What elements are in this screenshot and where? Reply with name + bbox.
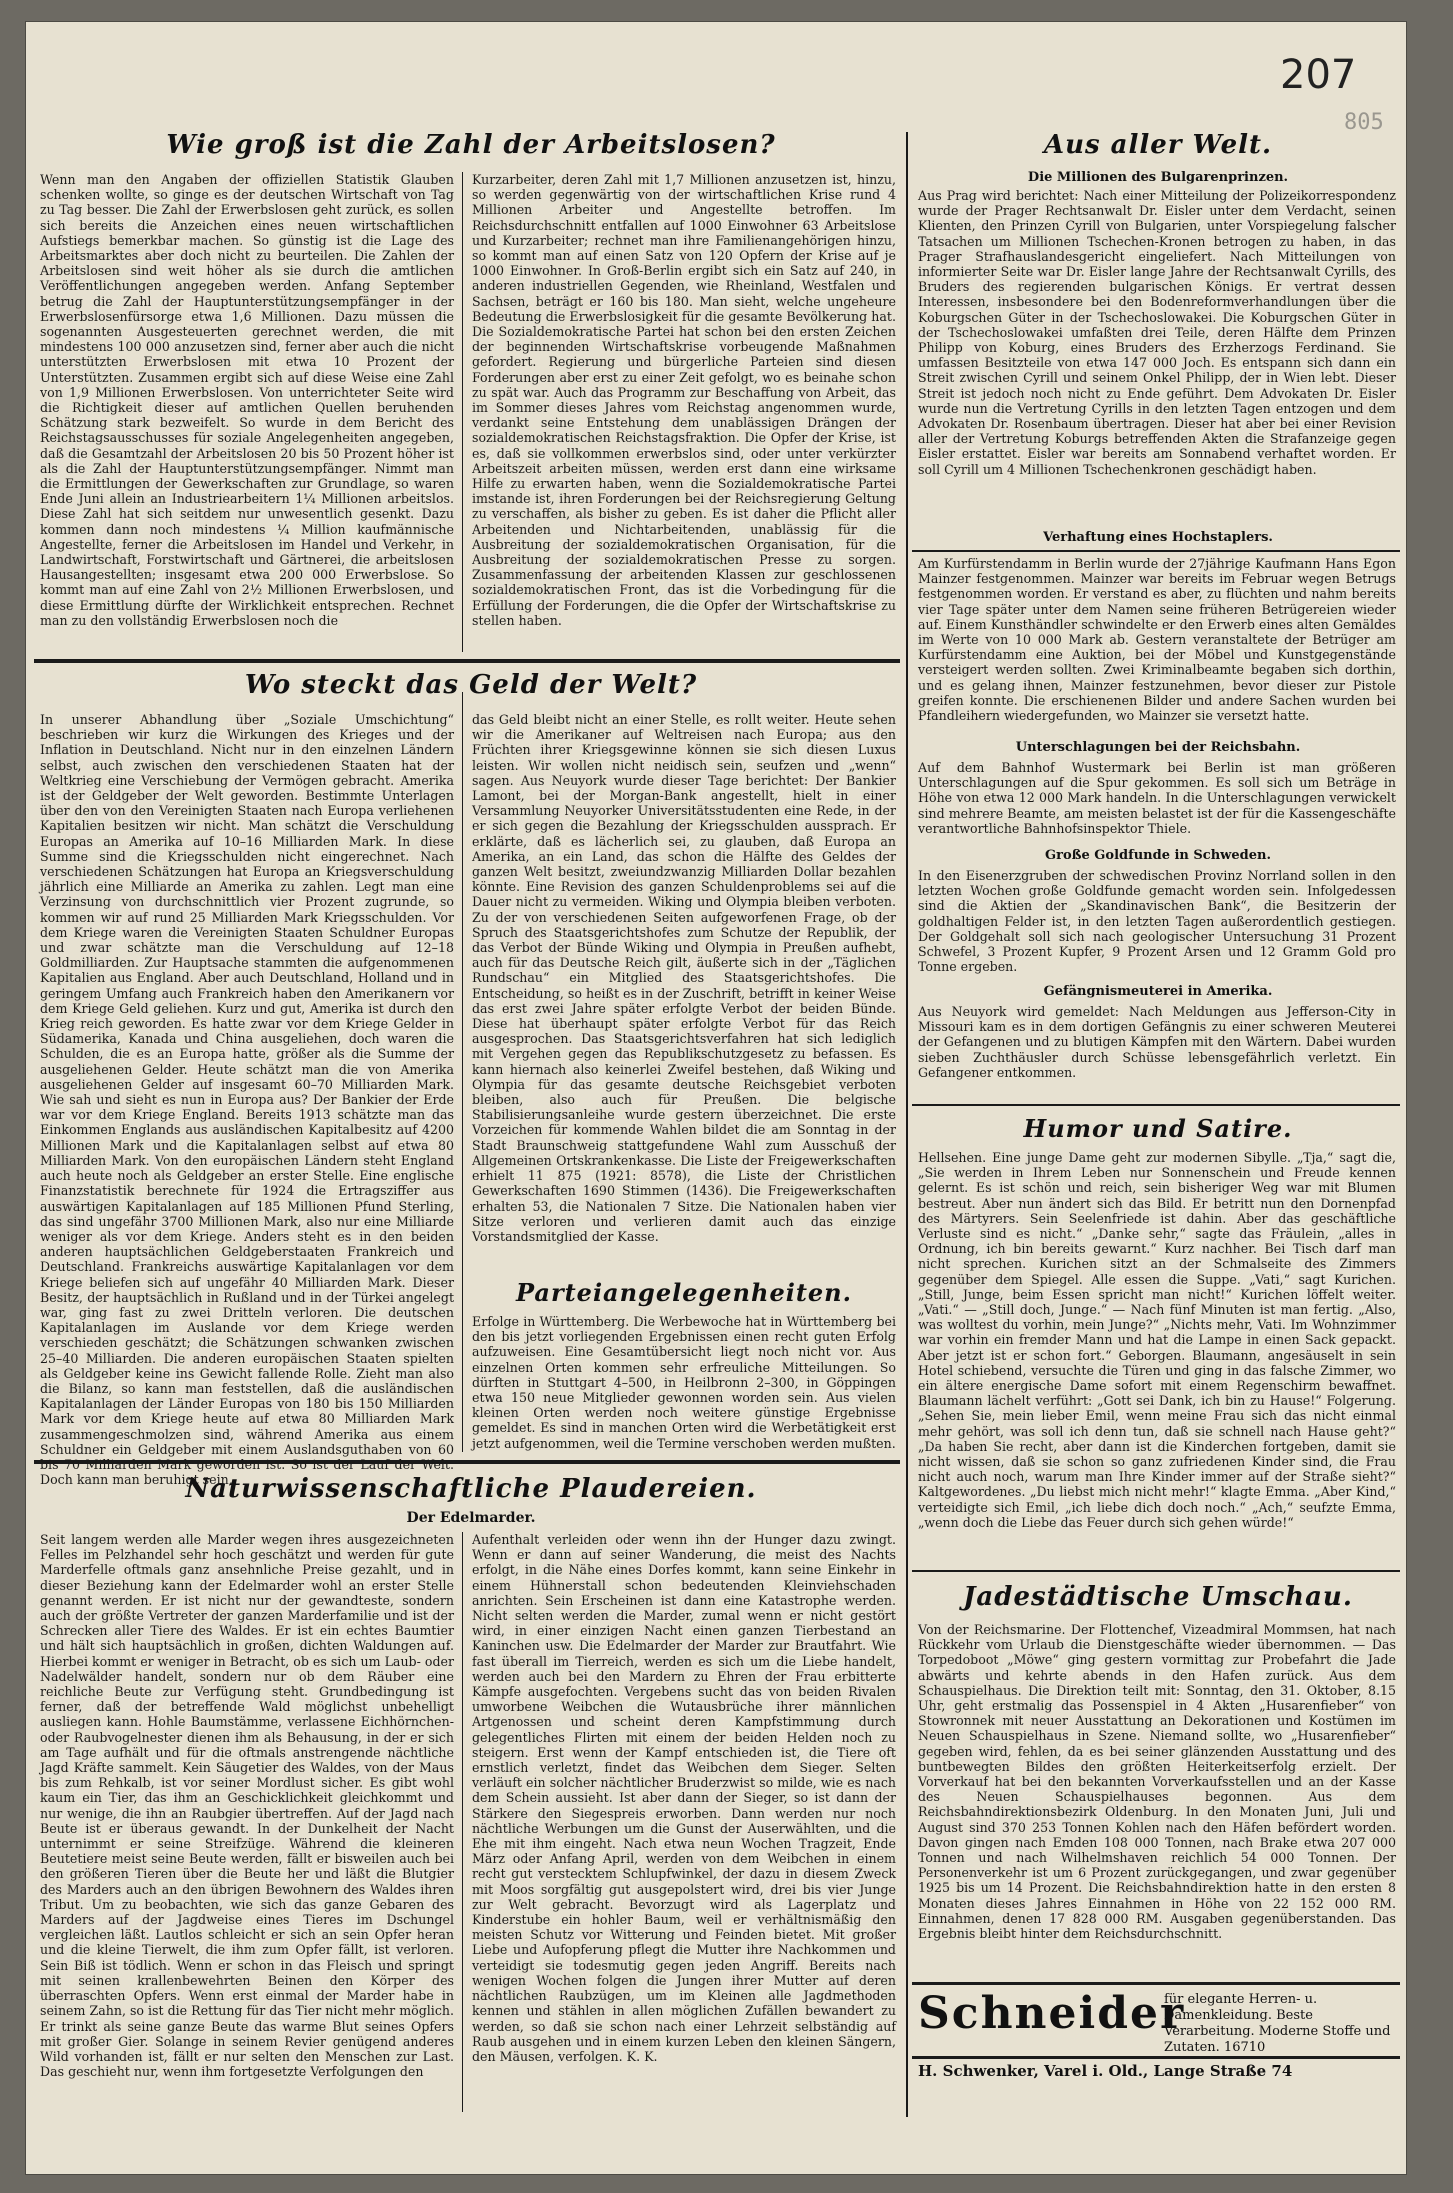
article-subtitle-welt-4: Große Goldfunde in Schweden. <box>1045 848 1271 863</box>
right-rule-1 <box>912 550 1400 552</box>
article-title-natur: Naturwissenschaftliche Plaudereien. <box>185 1474 757 1504</box>
ad-rule-bottom <box>912 2056 1400 2059</box>
article-natur-col1: Seit langem werden alle Marder wegen ihres ausgezeichneten Felles im Pelzhandel sehr hoch geschätzt und werden für gute Marderfelle oftmals ganz ansehnliche Preise gezahlt, und in dieser Beziehung kann der Edelmarder wohl an erster Stelle genannt werden. Er ist nicht nur der gewandteste, sondern auch der größte Vertreter der ganzen Marderfamilie und ist der Schrecken aller Tiere des Waldes. Er ist ein echtes Baumtier und hält sich hauptsächlich in großen, dichten Waldungen auf. Hierbei kommt er weniger in Betracht, ob es sich um Laub- oder Nadelwälder handelt, sondern nur ob dem Räuber eine reichliche Beute zur Verfügung steht. Grundbedingung ist ferner, daß der betreffende Wald möglichst unbehelligt ausliegen kann. Hohle Baumstämme, verlassene Eichhörnchen- oder Raubvogelnester dienen ihm als Behausung, in der er sich am Tage aufhält und für die oftmals anstrengende nächtliche Jagd Kräfte sammelt. Kein Säugetier des Waldes, von der Maus bis zum Rehkalb, ist vor seiner Mordlust sicher. Es gibt wohl kaum ein Tier, das ihm an Geschicklichkeit gleichkommt und nur wenige, die ihn an Raubgier übertreffen. Auf der Jagd nach Beute ist er überaus gewandt. In der Dunkelheit der Nacht unternimmt er seine Streifzüge. Während die kleineren Beutetiere meist seine Beute werden, fällt er bisweilen auch bei den größeren Tieren über die Beute her und läßt die Blutgier des Marders auch an den übrigen Bewohnern des Waldes ihren Tribut. Um zu beobachten, wie sich das ganze Gebaren des Marders auf der Jagdweise eines Tieres im Dschungel vergleichen läßt. Lautlos schleicht er sich an sein Opfer heran und die kleine Tierwelt, die ihm zum Opfer fällt, ist verloren. Sein Biß ist tödlich. Wenn er schon in das Fleisch und springt mit seinen krallenbewehrten Beinen den Körper des überraschten Opfers. Wenn erst einmal der Marder habe in seinem Zahn, so ist die Rettung für das Tier nicht mehr möglich. Er trinkt als seine ganze Beute das warme Blut seines Opfers mit großer Gier. Solange in seinem Revier genügend anderes Wild vorhanden ist, fällt er nur selten den Menschen zur Last. Das geschieht nur, wenn ihm fortgesetzte Verfolgungen den <box>40 1532 454 2080</box>
article-subtitle-welt: Die Millionen des Bulgarenprinzen. <box>1027 170 1289 185</box>
article-jade-text: Von der Reichsmarine. Der Flottenchef, Vizeadmiral Mommsen, hat nach Rückkehr vom Urlaub die Dienstgeschäfte wieder übernommen. — Das Torpedoboot „Möwe“ ging gestern vormittag zur Probefahrt die Jade abwärts und kehrte abends in den Hafen zurück. Aus dem Schauspielhaus. Die Direktion teilt mit: Sonntag, den 31. Oktober, 8.15 Uhr, geht erstmalig das Possenspiel in 4 Akten „Husarenfieber“ von Stowronnek mit neuer Ausstattung an Dekorationen und Kostümen im Neuen Schauspielhaus in Szene. Niemand sollte, wo „Husarenfieber“ gegeben wird, fehlen, da es bei seiner glänzenden Ausstattung und des buntbewegten Bildes den größten Heiterkeitserfolg erzielt. Der Vorverkauf hat bei den bekannten Vorverkaufsstellen und an der Kasse des Neuen Schauspielhauses begonnen. Aus dem Reichsbahndirektionsbezirk Oldenburg. In den Monaten Juni, Juli und August sind 370 253 Tonnen Kohlen nach den Häfen befördert worden. Davon gingen nach Emden 108 000 Tonnen, nach Brake etwa 207 000 Tonnen und nach Wilhelmshaven reichlich 54 000 Tonnen. Der Personenverkehr ist um 6 Prozent zurückgegangen, und zwar gegenüber 1925 bis um 14 Prozent. Die Reichsbahndirektion hatte in den ersten 8 Monaten dieses Jahres Einnahmen in Höhe von 22 152 000 RM. Einnahmen, denen 17 828 000 RM. Ausgaben gegenüberstanden. Das Ergebnis bleibt hinter dem Reichsdurchschnitt. <box>918 1622 1396 1942</box>
article-natur-col2: Aufenthalt verleiden oder wenn ihn der Hunger dazu zwingt. Wenn er dann auf seiner Wanderung, die meist des Nachts erfolgt, in die Nähe eines Dorfes kommt, kann seine Einkehr in einem Hühnerstall schon bedeutenden Kleinviehschaden anrichten. Sein Erscheinen ist dann eine Katastrophe werden. Nicht selten werden die Marder, zumal wenn er nicht gestört wird, in einer einzigen Nacht einen ganzen Tierbestand an Kaninchen usw. Die Edelmarder der Marder zur Brautfahrt. Wie fast überall im Tierreich, werden es sich um die Liebe handelt, werden auch bei den Mardern zu Ehren der Frau erbitterte Kämpfe ausgefochten. Vergebens sucht das von beiden Rivalen umworbene Weibchen die Wutausbrüche ihrer männlichen Artgenossen und scheint deren Kampfstimmung durch gelegentliches Flirten mit einem der beiden Helden noch zu steigern. Erst wenn der Kampf entschieden ist, die Tiere oft ernstlich verletzt, findet das Weibchen dem Sieger. Selten verläuft ein solcher nächtlicher Bruderzwist so milde, wie es nach dem Schein aussieht. Ist aber dann der Sieger, so ist dann der Stärkere den Siegespreis erworben. Dann werden nur noch nächtliche Werbungen um die Gunst der Auserwählten, und die Ehe mit ihm eingeht. Nach etwa neun Wochen Tragzeit, Ende März oder Anfang April, werden von dem Weibchen in einem recht gut verstecktem Schlupfwinkel, der dazu in diesem Zweck mit Moos sorgfältig gut ausgepolstert wird, drei bis vier Junge zur Welt gebracht. Bevorzugt wird als Lagerplatz und Kinderstube ein hohler Baum, weil er verhältnismäßig den meisten Schutz vor Witterung und Feinden bietet. Mit großer Liebe und Aufopferung pflegt die Mutter ihre Nachkommen und verteidigt sie todesmutig gegen jeden Angriff. Bereits nach wenigen Wochen folgen die Jungen ihrer Mutter auf deren nächtlichen Raubzügen, um im Kleinen alle Jagdmethoden kennen und stählen in allen möglichen Zufällen bewandert zu werden, so daß sie schon nach einer Lehrzeit selbständig auf Raub ausgehen und in einem kurzen Leben den kleinen Sängern, den Mäusen, verfolgen. K. K. <box>472 1532 896 2064</box>
article-subtitle-welt-5: Gefängnismeuterei in Amerika. <box>1043 984 1273 999</box>
article-arbeitslose-col2: Kurzarbeiter, deren Zahl mit 1,7 Millionen anzusetzen ist, hinzu, so werden gegenwärtig von der wirtschaftlichen Krise rund 4 Millionen Arbeiter und Angestellte betroffen. Im Reichsdurchschnitt entfallen auf 1000 Einwohner 63 Arbeitslose und Kurzarbeiter; rechnet man ihre Familienangehörigen hinzu, so kommt man auf einen Satz von 120 Opfern der Krise auf je 1000 Einwohner. In Groß-Berlin ergibt sich ein Satz auf 240, in anderen industriellen Gegenden, wie Rheinland, Westfalen und Sachsen, beträgt er 160 bis 180. Man sieht, welche ungeheure Bedeutung die Erwerbslosigkeit für die gesamte Bevölkerung hat. Die Sozialdemokratische Partei hat schon bei den ersten Zeichen der beginnenden Wirtschaftskrise vorbeugende Maßnahmen gefordert. Regierung und bürgerliche Parteien sind diesen Forderungen aber erst zu einer Zeit gefolgt, wo es beinahe schon zu spät war. Auch das Programm zur Beschaffung von Arbeit, das im Sommer dieses Jahres vom Reichstag angenommen wurde, verdankt seine Entstehung dem unablässigen Drängen der sozialdemokratischen Reichstagsfraktion. Die Opfer der Krise, ist es, daß sie vollkommen erwerbslos sind, oder unter verkürzter Arbeitszeit arbeiten müssen, werden erst dann eine wirksame Hilfe zu erwarten haben, wenn die Sozialdemokratische Partei imstande ist, ihren Forderungen bei der Reichsregierung Geltung zu verschaffen, als bisher zu geben. Es ist daher die Pflicht aller Arbeitenden und Nichtarbeitenden, unablässig für die Ausbreitung der sozialdemokratischen Organisation, für die Ausbreitung der sozialdemokratischen Presse zu sorgen. Zusammenfassung der arbeitenden Klassen zur geschlossenen sozialdemokratischen Front, das ist die Vorbedingung für die Erfüllung der Forderungen, die die Opfer der Wirtschaftskrise zu stellen haben. <box>472 172 896 628</box>
article-subtitle-welt-3: Unterschlagungen bei der Reichsbahn. <box>1015 740 1301 755</box>
article-welt-text4: In den Eisenerzgruben der schwedischen Provinz Norrland sollen in den letzten Wochen große Goldfunde gemacht worden sein. Infolgedessen sind die Aktien der „Skandinavischen Bank“, die Besitzerin der goldhaltigen Felder ist, in den letzten Tagen außerordentlich gestiegen. Der Goldgehalt soll sich nach geologischer Untersuchung 31 Prozent Schwefel, 3 Prozent Kupfer, 9 Prozent Arsen und 12 Gramm Gold pro Tonne ergeben. <box>918 868 1396 975</box>
article-arbeitslose-col1: Wenn man den Angaben der offiziellen Statistik Glauben schenken wollte, so ginge es der deutschen Wirtschaft von Tag zu Tag besser. Die Zahl der Erwerbslosen geht zurück, es sollen sich bereits die Anzeichen eines neuen wirtschaftlichen Aufstiegs bemerkbar machen. So günstig ist die Lage des Arbeitsmarktes aber doch nicht zu beurteilen. Die Zahlen der Arbeitslosen sind weit höher als sie durch die amtlichen Veröffentlichungen angegeben werden. Anfang September betrug die Zahl der Hauptunterstützungsempfänger in der Erwerbslosenfürsorge etwa 1,6 Millionen. Dazu müssen die sogenannten Ausgesteuerten gerechnet werden, die mit mindestens 100 000 anzusetzen sind, ferner aber auch die nicht unterstützten Erwerbslosen mit etwa 10 Prozent der Unterstützten. Zusammen ergibt sich auf diese Weise eine Zahl von 1,9 Millionen Erwerbslosen. Von unterrichteter Seite wird die Richtigkeit dieser auf amtlichen Quellen beruhenden Schätzung stark bezweifelt. So wurde in dem Bericht des Reichstagsausschusses für soziale Angelegenheiten angegeben, daß die Gesamtzahl der Arbeitslosen 20 bis 50 Prozent höher ist als die Zahl der Hauptunterstützungsempfänger. Nimmt man die Ermittlungen der Gewerkschaften zur Grundlage, so waren Ende Juni allein an Industriearbeitern 1¼ Millionen arbeitslos. Diese Zahl hat sich seitdem nur unwesentlich gesenkt. Dazu kommen dann noch mindestens ¼ Million kaufmännische Angestellte, ferner die Arbeitslosen im Handel und Verkehr, in Landwirtschaft, Forstwirtschaft und Gärtnerei, die arbeitslosen Hausangestellten; insgesamt etwa 200 000 Erwerbslose. So kommt man auf eine Zahl von 2½ Millionen Erwerbslosen, und diese Ermittlung dürfte der Wirklichkeit entsprechen. Rechnet man zu den vollständig Erwerbslosen noch die <box>40 172 454 628</box>
article-welt-text3: Auf dem Bahnhof Wustermark bei Berlin ist man größeren Unterschlagungen auf die Spur gekommen. Es soll sich um Beträge in Höhe von etwa 12 000 Mark handeln. In die Unterschlagungen verwickelt sind mehrere Beamte, am meisten belastet ist der für die Kassengeschäfte verantwortliche Bahnhofsinspektor Thiele. <box>918 760 1396 836</box>
article-welt-text: Aus Prag wird berichtet: Nach einer Mitteilung der Polizeikorrespondenz wurde der Prager Rechtsanwalt Dr. Eisler unter dem Verdacht, seinen Klienten, den Prinzen Cyrill von Bulgarien, unter Vorspiegelung falscher Tatsachen um Millionen Tschechen-Kronen betrogen zu haben, in das Prager Strafhauslandesgericht eingeliefert. Nach Mitteilungen von informierter Seite war Dr. Eisler lange Jahre der Rechtsanwalt Cyrills, des Bruders des regierenden bulgarischen Königs. Er vertrat dessen Interessen, insbesondere bei den Bodenreformverhandlungen über die Koburgschen Güter in der Tschechoslowakei. Die Koburgschen Güter in der Tschechoslowakei umfaßten drei Teile, deren Hälfte dem Prinzen Philipp von Koburg, eines Bruders des Erzherzogs Ferdinand. Sie umfassen Besitzteile von etwa 147 000 Joch. Es entspann sich dann ein Streit zwischen Cyrill und seinem Onkel Philipp, der in Wien lebt. Dieser Streit ist jedoch noch nicht zu Ende geführt. Dem Advokaten Dr. Eisler wurde nun die Vertretung Cyrills in den letzten Tagen entzogen und dem Advokaten Dr. Rosenbaum übertragen. Dieser hat aber bei einer Revision aller der Vertretung Koburgs betreffenden Akten die Strafanzeige gegen Eisler erstattet. Eisler war bereits am Sonnabend verhaftet worden. Er soll Cyrill um 4 Millionen Tschechenkronen geschädigt haben. <box>918 188 1396 477</box>
article-title-jade: Jadestädtische Umschau. <box>963 1582 1353 1612</box>
right-rule-3 <box>912 1570 1400 1572</box>
page-stamp: 805 <box>1344 110 1384 135</box>
article-humor-text: Hellsehen. Eine junge Dame geht zur modernen Sibylle. „Tja,“ sagt die, „Sie werden in Ihrem Leben nur Sonnenschein und Freude kennen gelernt. Es ist schön und reich, sein bisheriger Weg war mit Blumen bestreut. Aber nun ändert sich das Bild. Er betritt nun den Dornenpfad des Märtyrers. Sein Seelenfriede ist dahin. Aber das geschäftliche Verluste sind es nicht.“ „Danke sehr,“ sagte das Fräulein, „alles in Ordnung, ich bin bereits gewarnt.“ Kurz nachher. Bei Tisch darf man nicht sprechen. Kurichen sitzt an der Schmalseite des Zimmers gegenüber dem Spiegel. Alle essen die Suppe. „Vati,“ sagt Kurichen. „Still, Junge, beim Essen spricht man nicht!“ Kurichen löffelt weiter. „Vati.“ — „Still doch, Junge.“ — Nach fünf Minuten ist man fertig. „Also, was wolltest du vorhin, mein Junge?“ „Nichts mehr, Vati. Im Wohnzimmer war vorhin ein fremder Mann und hat die Lampe in einen Sack gepackt. Aber jetzt ist er schon fort.“ Geborgen. Blaumann, angesäuselt in sein Hotel schiebend, versuchte die Türen und ging in das falsche Zimmer, wo ein ältere energische Dame sofort mit einem Regenschirm bewaffnet. Blaumann lächelt verführt: „Gott sei Dank, ich bin zu Hause!“ Folgerung. „Sehen Sie, mein lieber Emil, wenn meine Frau sich das nicht einmal mehr gehört, was soll ich denn tun, daß sie schnell nach Hause geht?“ „Da haben Sie recht, aber dann ist die Kinderchen fortgeben, damit sie nicht wissen, daß sie schon so ganz zufriedenen Kinder sind, die Frau nicht auch noch, warum man Ihre Kinder immer auf der Straße sieht?“ Kaltgewordenes. „Du liebst mich nicht mehr!“ klagte Emma. „Aber Kind,“ verteidigte sich Emil, „ich liebe dich doch noch.“ „Ach,“ seufzte Emma, „wenn doch die Liebe das Feuer durch sich gehen würde!“ <box>918 1150 1396 1530</box>
article-subtitle-welt-2: Verhaftung eines Hochstaplers. <box>1043 530 1273 545</box>
center-column-divider <box>462 172 463 652</box>
article-title-geld: Wo steckt das Geld der Welt? <box>244 670 698 700</box>
article-welt-text5: Aus Neuyork wird gemeldet: Nach Meldungen aus Jefferson-City in Missouri kam es in dem dortigen Gefängnis zu einer schweren Meuterei der Gefangenen und zu blutigen Kämpfen mit den Wärtern. Dabei wurden sieben Zuchthäusler durch Schüsse lebensgefährlich verletzt. Ein Gefangener entkommen. <box>918 1004 1396 1080</box>
article-title-humor: Humor und Satire. <box>1023 1114 1293 1143</box>
horizontal-rule-1 <box>34 659 900 663</box>
center-column-divider-2 <box>462 692 463 1452</box>
ad-brand-name: Schneider <box>918 1988 1186 2039</box>
page-number: 207 <box>1280 52 1357 98</box>
article-welt-text2: Am Kurfürstendamm in Berlin wurde der 27jährige Kaufmann Hans Egon Mainzer festgenommen. Mainzer war bereits im Februar wegen Betrugs festgenommen worden. Er verstand es aber, zu flüchten und nahm bereits vier Tage später unter dem Namen seine früheren Betrügereien wieder auf. Einem Kunsthändler schwindelte er den Erwerb eines alten Gemäldes im Werte von 10 000 Mark ab. Gestern veranstaltete der Betrüger am Kurfürstendamm eine Auktion, bei der Möbel und Kunstgegenstände versteigert werden sollten. Zwei Kriminalbeamte begaben sich dorthin, und es gelang ihnen, Mainzer festzunehmen, bevor dieser zur Pistole greifen konnte. Die erschienenen Bilder und andere Sachen wurden bei Pfandleihern wiedergefunden, wo Mainzer sie versetzt hatte. <box>918 556 1396 724</box>
article-title-partei: Parteiangelegenheiten. <box>515 1278 852 1307</box>
article-geld-col1: In unserer Abhandlung über „Soziale Umschichtung“ beschrieben wir kurz die Wirkungen des Krieges und der Inflation in Deutschland. Nicht nur in den einzelnen Ländern selbst, auch zwischen den verschiedenen Staaten hat der Weltkrieg eine Verschiebung der Vermögen gebracht. Amerika ist der Geldgeber der Welt geworden. Bestimmte Unterlagen über den von den Vereinigten Staaten nach Europa verliehenen Kapitalien besitzen wir nicht. Man schätzt die Verschuldung Europas an Amerika auf 10–16 Milliarden Mark. In diese Summe sind die Kriegsschulden nicht eingerechnet. Nach verschiedenen Schätzungen hat Europa an Kriegsverschuldung jährlich eine Milliarde an Amerika zu zahlen. Legt man eine Verzinsung von durchschnittlich vier Prozent zugrunde, so kommen wir auf rund 25 Milliarden Mark Kriegsschulden. Vor dem Kriege waren die Vereinigten Staaten Schuldner Europas und zwar schätzte man die Verschuldung auf 12–18 Goldmilliarden. Zur Hauptsache stammten die aufgenommenen Kapitalien aus England. Aber auch Deutschland, Holland und in geringem Umfang auch Frankreich haben den Amerikanern vor dem Kriege Geld geliehen. Kurz und gut, Amerika ist durch den Krieg reich geworden. Es hatte zwar vor dem Kriege Gelder in Südamerika, Kanada und China ausgeliehen, doch waren die Schulden, die es an Europa hatte, größer als die Summe der ausgeliehenen Gelder. Heute schätzt man die von Amerika ausgeliehenen Gelder auf insgesamt 60–70 Milliarden Mark. Wie sah und sieht es nun in Europa aus? Der Bankier der Erde war vor dem Kriege England. Bereits 1913 schätzte man das Einkommen Englands aus ausländischen Kapitalbesitz auf 4200 Millionen Mark und die Kapitalanlagen selbst auf etwa 80 Milliarden Mark. Von den europäischen Ländern steht England auch heute noch als Geldgeber an erster Stelle. Eine englische Finanzstatistik berechnete für 1924 die Ertragsziffer aus auswärtigen Kapitalanlagen auf 185 Millionen Pfund Sterling, das sind ungefähr 3700 Millionen Mark, also nur eine Milliarde weniger als vor dem Kriege. Anders steht es in den beiden anderen hauptsächlichen Geldgeberstaaten Frankreich und Deutschland. Frankreichs auswärtige Kapitalanlagen vor dem Kriege beliefen sich auf ungefähr 40 Milliarden Mark. Dieser Besitz, der hauptsächlich in Rußland und in der Türkei angelegt war, ging fast zu zwei Dritteln verloren. Die deutschen Kapitalanlagen im Auslande vor dem Kriege werden verschieden geschätzt; die Schätzungen schwanken zwischen 25–40 Milliarden. Die anderen europäischen Staaten spielten als Geldgeber keine ins Gewicht fallende Rolle. Zieht man also die Bilanz, so kann man feststellen, daß die ausländischen Kapitalanlagen der Länder Europas von 180 bis 150 Milliarden Mark vor dem Kriege heute auf etwa 80 Milliarden Mark zusammengeschmolzen sind, während Amerika aus einem Schuldner ein Geldgeber mit einem Auslandsguthaben von 60 bis 70 Milliarden Mark geworden ist. So ist der Lauf der Welt. Doch kann man beruhigt sein, <box>40 712 454 1488</box>
article-geld-col2: das Geld bleibt nicht an einer Stelle, es rollt weiter. Heute sehen wir die Amerikaner auf Weltreisen nach Europa; aus den Früchten ihrer Kriegsgewinne können sie sich diesen Luxus leisten. Wir wollen nicht neidisch sein, seufzen und „wenn“ sagen. Aus Neuyork wurde dieser Tage berichtet: Der Bankier Lamont, bei der Morgan-Bank angestellt, hielt in einer Versammlung Neuyorker Universitätsstudenten eine Rede, in der er sich gegen die Bezahlung der Kriegsschulden aussprach. Er erklärte, daß es lächerlich sei, zu glauben, daß Europa an Amerika, an ein Land, das schon die Hälfte des Geldes der ganzen Welt besitzt, zweiundzwanzig Milliarden Dollar bezahlen könnte. Eine Revision des ganzen Schuldenproblems sei auf die Dauer nicht zu vermeiden. Wiking und Olympia bleiben verboten. Zu der von verschiedenen Seiten aufgeworfenen Frage, ob der Spruch des Staatsgerichtshofes zum Schutze der Republik, der das Verbot der Bünde Wiking und Olympia in Preußen aufhebt, auch für das Deutsche Reich gilt, äußerte sich in der „Täglichen Rundschau“ ein Mitglied des Staatsgerichtshofes. Die Entscheidung, so heißt es in der Zuschrift, betrifft in keiner Weise das erst zwei Jahre später erfolgte Verbot der beiden Bünde. Diese hat überhaupt später erfolgte Verbot für das Reich ausgesprochen. Das Staatsgerichtsverfahren hat sich lediglich mit Vergehen gegen das Republikschutzgesetz zu befassen. Es kann hiernach also keinerlei Zweifel bestehen, daß Wiking und Olympia für das gesamte deutsche Reichsgebiet verboten bleiben, also auch für Preußen. Die belgische Stabilisierungsanleihe wurde gestern überzeichnet. Die erste Vorzeichen für kommende Wahlen bildet die am Sonntag in der Stadt Braunschweig stattgefundene Wahl zum Ausschuß der Allgemeinen Ortskrankenkasse. Die Liste der Freigewerkschaften erhielt 11 875 (1921: 8578), die Liste der Christlichen Gewerkschaften 1690 Stimmen (1436). Die Freigewerkschaften erhalten 53, die Nationalen 7 Sitze. Die Nationalen haben vier Sitze verloren und verlieren damit auch das einzige Vorstandsmitglied der Kasse. <box>472 712 896 1244</box>
article-subtitle-natur: Der Edelmarder. <box>406 1510 536 1526</box>
center-column-divider-3 <box>462 1532 463 2112</box>
main-column-divider <box>906 132 908 2117</box>
ad-description: für elegante Herren- u. Damenkleidung. Beste Verarbeitung. Moderne Stoffe und Zutaten. 16710 <box>1164 1992 1391 2055</box>
newspaper-page <box>26 22 1406 2174</box>
article-partei-text: Erfolge in Württemberg. Die Werbewoche hat in Württemberg bei den bis jetzt vorliegenden Ergebnissen einen recht guten Erfolg aufzuweisen. Eine Gesamtübersicht liegt noch nicht vor. Aus einzelnen Orten kommen sehr erfreuliche Mitteilungen. So dürften in Stuttgart 4–500, in Heilbronn 2–300, in Göppingen etwa 150 neue Mitglieder gewonnen worden sein. Aus vielen kleinen Orten werden noch weitere günstige Ergebnisse gemeldet. Es sind in manchen Orten wird die Werbetätigkeit erst jetzt aufgenommen, weil die Termine verschoben werden mußten. <box>472 1314 896 1451</box>
article-title-arbeitslose: Wie groß ist die Zahl der Arbeitslosen? <box>166 130 776 160</box>
right-rule-2 <box>912 1104 1400 1106</box>
ad-address: H. Schwenker, Varel i. Old., Lange Straße 74 <box>918 2062 1293 2080</box>
article-title-welt: Aus aller Welt. <box>1043 130 1273 160</box>
ad-rule-top <box>912 1982 1400 1985</box>
